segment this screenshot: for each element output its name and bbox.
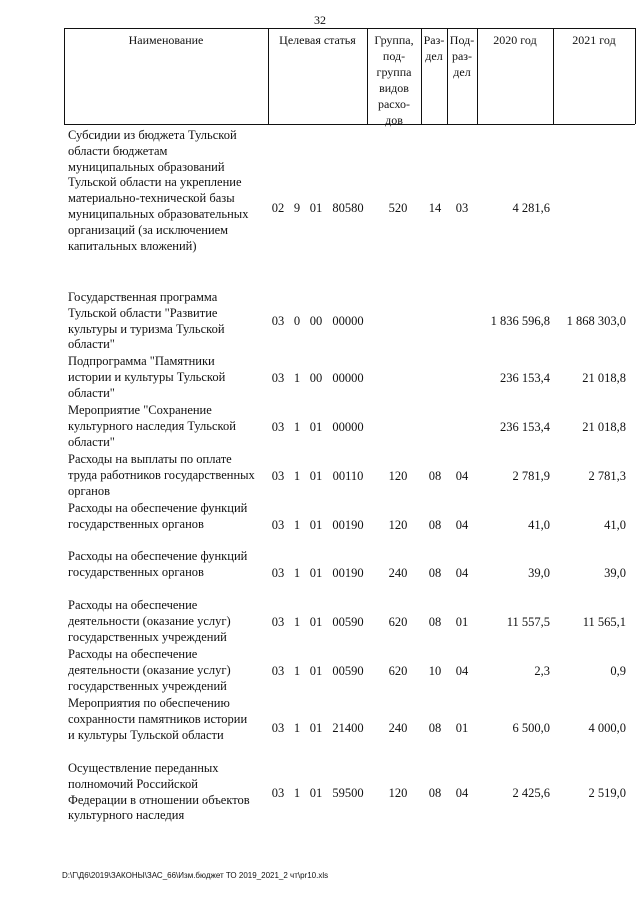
row-cs4: 00000 (332, 420, 364, 434)
row-cs2: 1 (293, 371, 301, 385)
row-podrazdel: 01 (455, 721, 469, 735)
header-year-2020: 2020 год (493, 33, 537, 47)
row-razdel: 08 (428, 518, 442, 532)
row-cs4: 00000 (332, 371, 364, 385)
row-2020: 41,0 (528, 518, 550, 532)
row-cs3: 01 (309, 566, 323, 580)
row-2021: 39,0 (604, 566, 626, 580)
row-cs3: 01 (309, 518, 323, 532)
header-name: Наименование (128, 33, 204, 47)
row-cs1: 03 (271, 721, 285, 735)
row-group: 620 (388, 664, 408, 678)
col-border (635, 28, 636, 124)
row-cs1: 03 (271, 566, 285, 580)
row-2021: 2 519,0 (588, 786, 626, 800)
row-razdel: 14 (428, 201, 442, 215)
row-cs3: 01 (309, 721, 323, 735)
row-cs1: 02 (271, 201, 285, 215)
row-2020: 236 153,4 (500, 420, 550, 434)
row-razdel: 08 (428, 721, 442, 735)
file-path-footer: D:\Г\Д6\2019\ЗАКОНЫ\ЗАС_66\Изм.бюджет ТО 2019_2021_2 чт\pr10.xls (62, 871, 329, 880)
row-group: 120 (388, 786, 408, 800)
row-2021: 41,0 (604, 518, 626, 532)
row-2021: 21 018,8 (582, 420, 626, 434)
row-podrazdel: 01 (455, 615, 469, 629)
row-cs1: 03 (271, 371, 285, 385)
row-cs3: 01 (309, 615, 323, 629)
row-2020: 1 836 596,8 (490, 314, 550, 328)
header-bottom-border (64, 124, 635, 125)
row-podrazdel: 04 (455, 469, 469, 483)
row-razdel: 08 (428, 615, 442, 629)
row-cs3: 01 (309, 786, 323, 800)
row-cs2: 1 (293, 420, 301, 434)
row-cs1: 03 (271, 314, 285, 328)
header-top-border (64, 28, 635, 29)
row-name: Расходы на обеспечение функций государственных органов (68, 501, 248, 531)
row-name: Субсидии из бюджета Тульской области бюджетам муниципальных образований Тульской области на укрепление материально-технической базы муниципальных образовательных организаций (за исключением капитальных вложений) (68, 128, 249, 253)
row-cs2: 1 (293, 469, 301, 483)
row-cs4: 21400 (332, 721, 364, 735)
row-razdel: 08 (428, 786, 442, 800)
row-2021: 4 000,0 (588, 721, 626, 735)
row-cs3: 01 (309, 420, 323, 434)
row-2021: 1 868 303,0 (566, 314, 626, 328)
row-cs3: 01 (309, 469, 323, 483)
row-cs1: 03 (271, 420, 285, 434)
row-cs4: 00000 (332, 314, 364, 328)
header-year-2021: 2021 год (572, 33, 616, 47)
row-podrazdel: 04 (455, 664, 469, 678)
row-cs4: 80580 (332, 201, 364, 215)
row-2020: 39,0 (528, 566, 550, 580)
row-2021: 0,9 (610, 664, 626, 678)
row-group: 120 (388, 469, 408, 483)
row-2020: 2 781,9 (512, 469, 550, 483)
row-cs1: 03 (271, 664, 285, 678)
row-name: Государственная программа Тульской области "Развитие культуры и туризма Тульской области" (68, 290, 225, 352)
row-name: Осуществление переданных полномочий Российской Федерации в отношении объектов культурного наследия (68, 761, 250, 823)
row-name: Мероприятие "Сохранение культурного наследия Тульской области" (68, 403, 236, 449)
row-name: Расходы на выплаты по оплате труда работников государственных органов (68, 452, 255, 498)
row-name: Расходы на обеспечение деятельности (оказание услуг) государственных учреждений (68, 598, 231, 644)
row-cs1: 03 (271, 786, 285, 800)
row-cs2: 9 (293, 201, 301, 215)
row-cs3: 00 (309, 314, 323, 328)
row-razdel: 10 (428, 664, 442, 678)
row-group: 620 (388, 615, 408, 629)
row-cs2: 1 (293, 615, 301, 629)
row-name: Подпрограмма "Памятники истории и культуры Тульской области" (68, 354, 226, 400)
row-cs2: 1 (293, 721, 301, 735)
header-target: Целевая статья (279, 33, 356, 47)
row-name: Мероприятия по обеспечению сохранности памятников истории и культуры Тульской области (68, 696, 248, 742)
row-cs1: 03 (271, 518, 285, 532)
row-name: Расходы на обеспечение деятельности (оказание услуг) государственных учреждений (68, 647, 231, 693)
row-razdel: 08 (428, 469, 442, 483)
row-cs3: 01 (309, 201, 323, 215)
row-name: Расходы на обеспечение функций государственных органов (68, 549, 248, 579)
row-cs1: 03 (271, 615, 285, 629)
row-2021: 21 018,8 (582, 371, 626, 385)
page-number: 32 (314, 13, 326, 27)
row-cs4: 59500 (332, 786, 364, 800)
row-razdel: 08 (428, 566, 442, 580)
row-cs1: 03 (271, 469, 285, 483)
row-2021: 2 781,3 (588, 469, 626, 483)
row-2020: 2,3 (534, 664, 550, 678)
row-cs2: 0 (293, 314, 301, 328)
row-group: 120 (388, 518, 408, 532)
row-2020: 11 557,5 (506, 615, 550, 629)
row-cs2: 1 (293, 518, 301, 532)
row-2020: 4 281,6 (512, 201, 550, 215)
row-cs4: 00590 (332, 615, 364, 629)
row-cs4: 00190 (332, 566, 364, 580)
row-group: 240 (388, 566, 408, 580)
row-2020: 2 425,6 (512, 786, 550, 800)
header-podrazdel: Под- раз- дел (449, 33, 475, 79)
row-group: 240 (388, 721, 408, 735)
row-2021: 11 565,1 (582, 615, 626, 629)
row-group: 520 (388, 201, 408, 215)
header-group: Группа, под- группа видов расхо- дов (374, 33, 414, 127)
header-razdel: Раз- дел (423, 33, 445, 63)
row-2020: 236 153,4 (500, 371, 550, 385)
row-cs4: 00590 (332, 664, 364, 678)
row-cs4: 00190 (332, 518, 364, 532)
row-podrazdel: 04 (455, 786, 469, 800)
row-2020: 6 500,0 (512, 721, 550, 735)
row-cs3: 00 (309, 371, 323, 385)
row-cs2: 1 (293, 786, 301, 800)
row-podrazdel: 04 (455, 566, 469, 580)
row-podrazdel: 04 (455, 518, 469, 532)
row-cs3: 01 (309, 664, 323, 678)
row-cs4: 00110 (332, 469, 364, 483)
row-cs2: 1 (293, 566, 301, 580)
row-cs2: 1 (293, 664, 301, 678)
row-podrazdel: 03 (455, 201, 469, 215)
